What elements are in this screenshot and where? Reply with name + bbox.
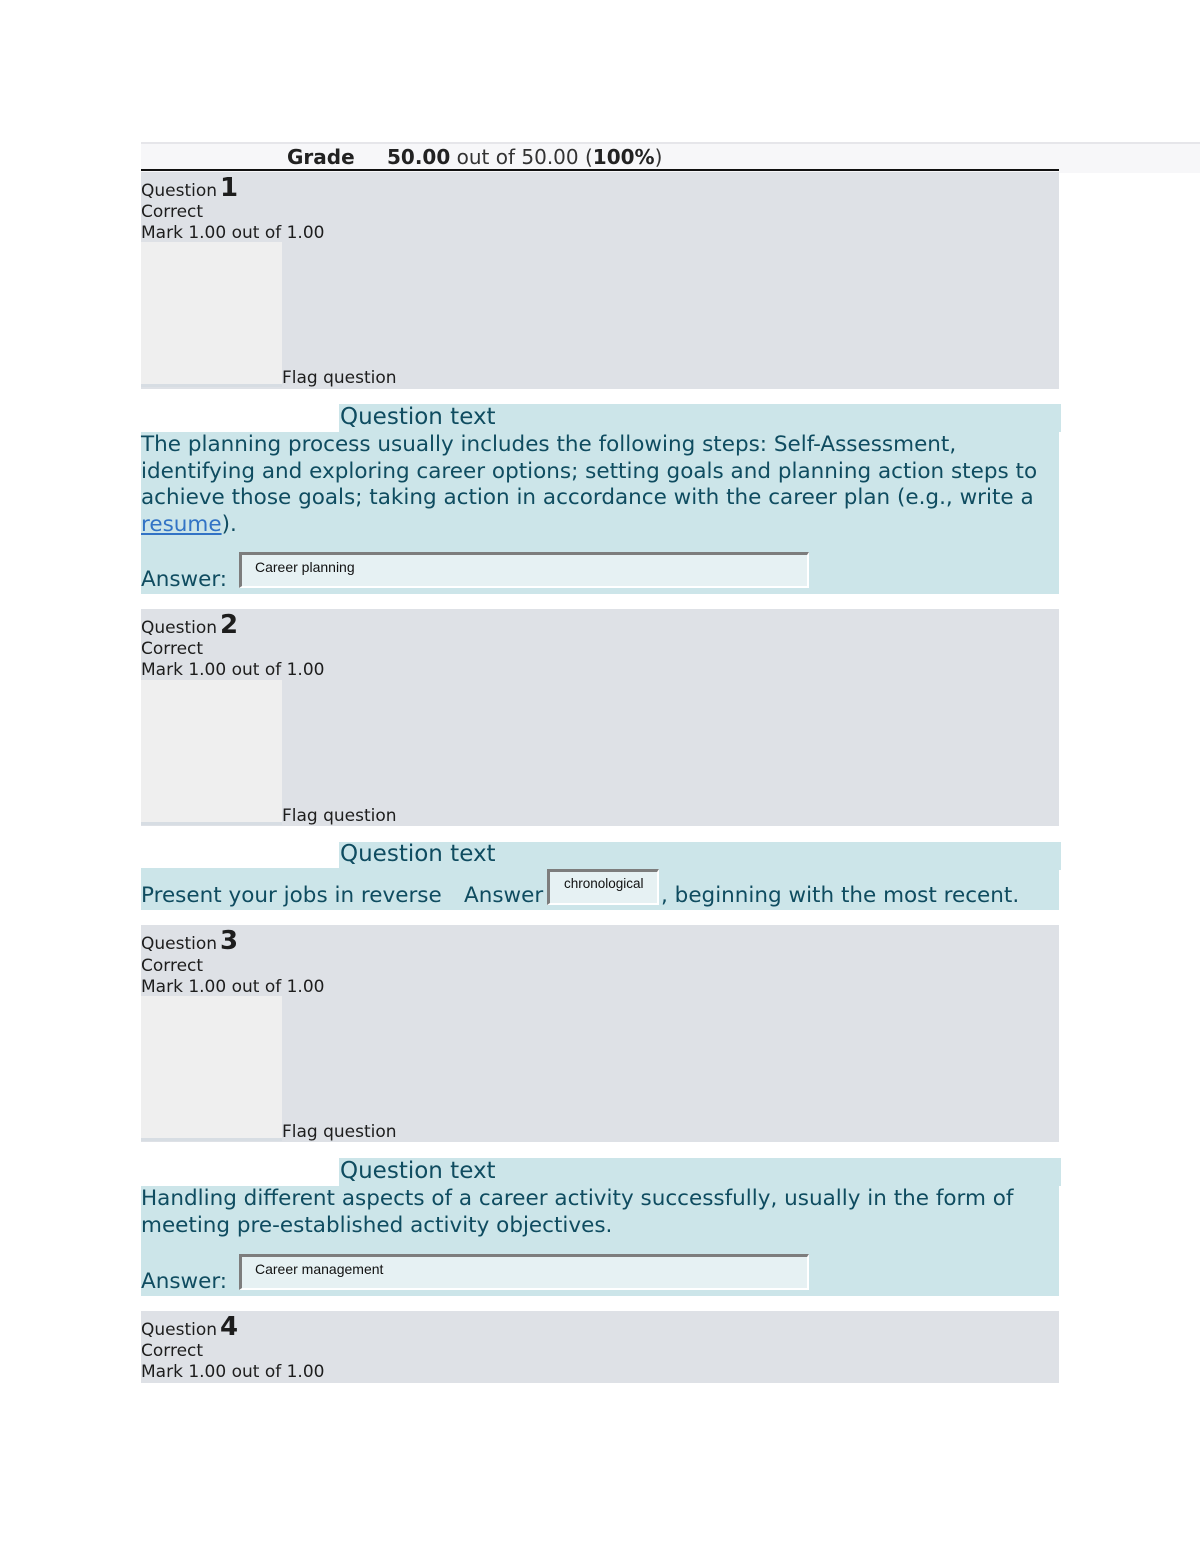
question-2-text-after: , beginning with the most recent. bbox=[661, 883, 1020, 908]
resume-link[interactable]: resume bbox=[141, 511, 222, 537]
question-2-info-side bbox=[141, 680, 282, 822]
question-3-mark: Mark 1.00 out of 1.00 bbox=[141, 977, 325, 997]
question-label: Question bbox=[141, 181, 218, 201]
question-3-info-strip bbox=[141, 1138, 282, 1141]
question-number: 1 bbox=[220, 173, 239, 203]
question-1-info-strip bbox=[141, 384, 282, 387]
question-1-text-end: ). bbox=[221, 511, 237, 537]
question-number: 2 bbox=[220, 610, 239, 640]
question-3-number bbox=[141, 926, 238, 956]
question-3-answer-label: Answer: bbox=[141, 1269, 228, 1294]
question-2-state: Correct bbox=[141, 639, 204, 659]
question-2-mark: Mark 1.00 out of 1.00 bbox=[141, 660, 325, 680]
question-3-state: Correct bbox=[141, 956, 204, 976]
question-1-answer-field[interactable]: Career planning bbox=[239, 552, 809, 588]
grade-divider bbox=[141, 169, 1059, 171]
question-2-number bbox=[141, 610, 238, 640]
question-number: 3 bbox=[220, 926, 239, 956]
grade-value bbox=[387, 145, 662, 169]
question-2-flag-button[interactable]: Flag question bbox=[282, 806, 397, 826]
question-label: Question bbox=[141, 1320, 218, 1340]
question-1-text bbox=[141, 432, 1059, 538]
question-2-text-before: Present your jobs in reverse bbox=[141, 883, 442, 908]
question-number: 4 bbox=[220, 1312, 239, 1342]
grade-out-of: out of 50.00 ( bbox=[450, 145, 593, 169]
grade-score: 50.00 bbox=[387, 145, 451, 169]
grade-close: ) bbox=[654, 145, 663, 169]
question-1-mark: Mark 1.00 out of 1.00 bbox=[141, 223, 325, 243]
question-2-answer-label: Answer bbox=[464, 883, 544, 908]
question-1-answer-label: Answer: bbox=[141, 567, 228, 592]
question-1-text-title: Question text bbox=[340, 404, 496, 430]
question-1-flag-button[interactable]: Flag question bbox=[282, 368, 397, 388]
question-3-text: Handling different aspects of a career activity successfully, usually in the form of meeting pre-established activity objectives. bbox=[141, 1186, 1014, 1238]
question-1-number bbox=[141, 173, 238, 203]
question-2-text-title: Question text bbox=[340, 841, 496, 867]
question-3-info-side bbox=[141, 996, 282, 1138]
grade-percent: 100% bbox=[592, 145, 655, 169]
question-1-state: Correct bbox=[141, 202, 204, 222]
question-2-info-strip bbox=[141, 822, 282, 825]
question-4-mark: Mark 1.00 out of 1.00 bbox=[141, 1362, 325, 1382]
question-3-flag-button[interactable]: Flag question bbox=[282, 1122, 397, 1142]
question-3-text-title: Question text bbox=[340, 1158, 496, 1184]
question-label: Question bbox=[141, 618, 218, 638]
question-2-answer-field[interactable]: chronological bbox=[547, 869, 659, 905]
question-label: Question bbox=[141, 934, 218, 954]
question-1-info-side bbox=[141, 242, 282, 384]
question-4-number bbox=[141, 1312, 238, 1342]
grade-label: Grade bbox=[287, 145, 355, 169]
question-1-text-main: The planning process usually includes the following steps: Self-Assessment, identifying and exploring career options; setting goals and planning action steps to achieve those goals; taking action in accordance with the career plan (e.g., write a bbox=[141, 432, 1038, 510]
question-4-state: Correct bbox=[141, 1341, 204, 1361]
question-3-answer-field[interactable]: Career management bbox=[239, 1254, 809, 1290]
